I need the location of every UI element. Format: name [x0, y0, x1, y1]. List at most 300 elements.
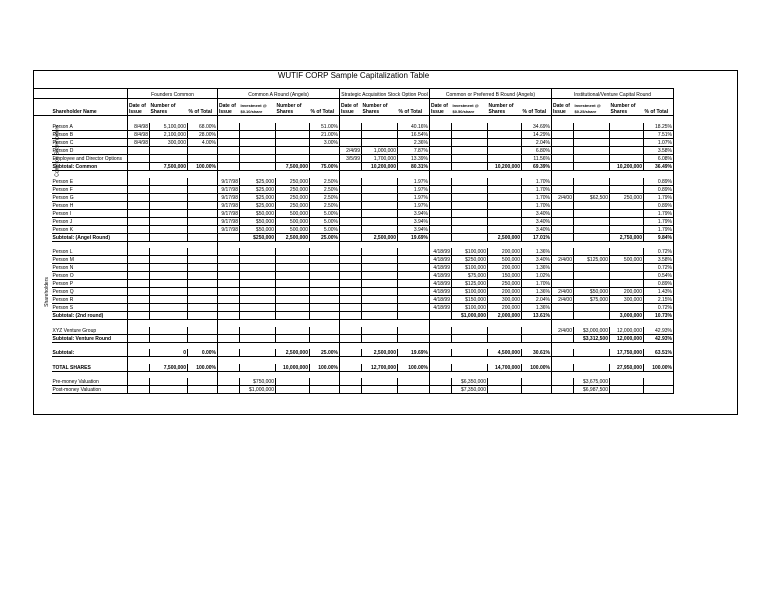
table-cell	[362, 264, 398, 272]
table-cell: $75,000	[574, 296, 610, 304]
table-cell	[430, 233, 452, 241]
table-cell	[452, 217, 488, 225]
table-row	[34, 327, 674, 335]
table-cell	[362, 304, 398, 312]
table-row	[34, 147, 674, 155]
table-cell: $6,350,000	[452, 378, 488, 386]
table-cell	[430, 217, 452, 225]
table-cell	[452, 131, 488, 139]
table-cell: 10.73%	[644, 312, 674, 320]
table-row	[34, 209, 674, 217]
table-cell: 4,500,000	[488, 349, 522, 357]
table-cell: 2/4/00	[552, 327, 574, 335]
table-cell	[340, 193, 362, 201]
col-pct-pool: % of Total	[398, 99, 430, 116]
table-cell	[340, 256, 362, 264]
table-cell	[452, 233, 488, 241]
table-cell	[218, 123, 240, 131]
table-cell: 2.36%	[398, 139, 430, 147]
table-cell: 21.00%	[310, 131, 340, 139]
table-cell	[218, 304, 240, 312]
col-date-founders: Date of Issue	[128, 99, 150, 116]
table-cell	[362, 280, 398, 288]
table-cell	[240, 139, 276, 147]
table-cell	[362, 334, 398, 342]
table-cell: 8/4/98	[128, 139, 150, 147]
table-cell	[452, 225, 488, 233]
table-cell	[430, 364, 452, 372]
table-cell	[340, 163, 362, 171]
table-cell	[362, 296, 398, 304]
table-cell	[188, 185, 218, 193]
table-cell	[362, 201, 398, 209]
table-cell	[340, 225, 362, 233]
table-cell: 300,000	[488, 296, 522, 304]
table-cell: 200,000	[488, 264, 522, 272]
table-cell	[362, 185, 398, 193]
table-cell	[188, 248, 218, 256]
table-cell: 500,000	[276, 217, 310, 225]
table-cell	[430, 225, 452, 233]
table-cell: 5.00%	[310, 217, 340, 225]
table-cell	[150, 304, 188, 312]
table-cell	[552, 312, 574, 320]
table-row	[34, 288, 674, 296]
table-cell	[574, 304, 610, 312]
table-cell	[398, 248, 430, 256]
table-cell: 250,000	[610, 193, 644, 201]
table-cell: 9/17/98	[218, 217, 240, 225]
table-cell: $150,000	[452, 296, 488, 304]
table-cell	[218, 288, 240, 296]
shareholder-name: Person O	[52, 272, 128, 280]
table-cell	[276, 304, 310, 312]
table-cell	[128, 378, 150, 386]
table-cell: 3.40%	[522, 209, 552, 217]
table-cell: 1,000,000	[362, 147, 398, 155]
table-row	[34, 233, 674, 241]
table-cell	[398, 386, 430, 394]
table-cell: 1.97%	[398, 193, 430, 201]
table-cell: 7.51%	[644, 131, 674, 139]
table-cell	[340, 217, 362, 225]
table-cell: $750,000	[240, 378, 276, 386]
col-shares-a: Number of Shares	[276, 99, 310, 116]
table-cell	[574, 185, 610, 193]
table-cell: 8/4/98	[128, 123, 150, 131]
table-cell	[218, 131, 240, 139]
table-row	[34, 296, 674, 304]
table-cell: 1.79%	[644, 209, 674, 217]
table-row	[34, 123, 674, 131]
table-cell	[188, 233, 218, 241]
table-cell: 2.04%	[522, 296, 552, 304]
table-cell	[218, 349, 240, 357]
table-cell: 3,000,000	[610, 312, 644, 320]
table-row	[34, 217, 674, 225]
table-cell: 12,700,000	[362, 364, 398, 372]
table-cell: $7,350,000	[452, 386, 488, 394]
table-cell	[240, 248, 276, 256]
table-cell	[188, 280, 218, 288]
table-cell	[150, 296, 188, 304]
table-cell: 17.01%	[522, 233, 552, 241]
shareholder-name: Person R	[52, 296, 128, 304]
table-cell	[150, 209, 188, 217]
table-cell	[218, 327, 240, 335]
table-cell	[240, 256, 276, 264]
table-cell	[310, 155, 340, 163]
table-cell: 100.00%	[188, 364, 218, 372]
table-cell	[240, 155, 276, 163]
table-cell	[552, 264, 574, 272]
table-cell	[340, 378, 362, 386]
table-cell	[552, 163, 574, 171]
table-cell	[150, 312, 188, 320]
table-cell	[398, 264, 430, 272]
table-cell: 250,000	[276, 201, 310, 209]
table-cell: $25,000	[240, 185, 276, 193]
table-cell: 100.00%	[644, 364, 674, 372]
table-cell	[340, 386, 362, 394]
table-cell	[610, 155, 644, 163]
table-cell	[574, 312, 610, 320]
table-cell: 69.39%	[522, 163, 552, 171]
table-cell	[452, 147, 488, 155]
table-cell	[552, 280, 574, 288]
table-cell	[574, 178, 610, 186]
table-cell	[340, 264, 362, 272]
shareholder-name: Person S	[52, 304, 128, 312]
table-cell	[150, 327, 188, 335]
cap-table-sheet	[33, 70, 674, 394]
table-cell	[310, 386, 340, 394]
table-cell: 10,200,000	[488, 163, 522, 171]
table-cell	[574, 217, 610, 225]
table-cell: 14.29%	[522, 131, 552, 139]
table-cell	[430, 327, 452, 335]
table-cell	[340, 280, 362, 288]
table-cell: 12,000,000	[610, 327, 644, 335]
table-cell	[430, 209, 452, 217]
table-cell	[362, 193, 398, 201]
table-cell	[430, 185, 452, 193]
table-cell	[610, 378, 644, 386]
table-row	[34, 163, 674, 171]
shareholder-name: Pre-money Valuation	[52, 378, 128, 386]
cap-table	[33, 70, 674, 394]
table-cell	[610, 386, 644, 394]
table-cell: 4.00%	[188, 139, 218, 147]
col-investment-a: Investment @ $0.10/share	[240, 99, 276, 116]
table-cell: $250,000	[452, 256, 488, 264]
table-cell	[362, 123, 398, 131]
table-cell	[188, 312, 218, 320]
table-cell: 3.94%	[398, 209, 430, 217]
table-cell: $50,000	[240, 225, 276, 233]
table-cell: 0.00%	[188, 349, 218, 357]
table-cell	[452, 193, 488, 201]
table-row	[34, 131, 674, 139]
table-cell	[552, 209, 574, 217]
table-cell	[452, 327, 488, 335]
table-cell	[488, 209, 522, 217]
table-cell	[150, 280, 188, 288]
table-cell	[150, 378, 188, 386]
table-cell	[398, 296, 430, 304]
table-cell: 1.79%	[644, 193, 674, 201]
table-cell	[128, 256, 150, 264]
table-cell	[276, 296, 310, 304]
table-cell: 40.16%	[398, 123, 430, 131]
table-cell: $3,000,000	[574, 327, 610, 335]
table-cell	[488, 185, 522, 193]
table-cell	[310, 327, 340, 335]
table-cell: 100.00%	[522, 364, 552, 372]
table-cell: 16.54%	[398, 131, 430, 139]
table-cell	[574, 163, 610, 171]
spacer-row	[34, 357, 674, 364]
table-cell: 4/18/99	[430, 288, 452, 296]
spacer-row	[34, 241, 674, 248]
table-cell: 0.89%	[644, 201, 674, 209]
table-cell	[128, 233, 150, 241]
table-row	[34, 334, 674, 342]
table-cell: 9.84%	[644, 233, 674, 241]
table-cell	[276, 386, 310, 394]
table-cell	[362, 248, 398, 256]
table-cell	[552, 378, 574, 386]
spacer-row	[34, 342, 674, 349]
side-label-common: Common Shareholders	[54, 124, 61, 177]
table-cell: 10,200,000	[610, 163, 644, 171]
table-cell	[218, 280, 240, 288]
shareholder-name: Person M	[52, 256, 128, 264]
table-cell	[340, 248, 362, 256]
table-cell: 17,750,000	[610, 349, 644, 357]
table-cell	[188, 147, 218, 155]
table-cell: 2.50%	[310, 193, 340, 201]
table-cell	[240, 131, 276, 139]
table-cell: 2.50%	[310, 201, 340, 209]
table-cell: $50,000	[240, 209, 276, 217]
table-cell	[552, 155, 574, 163]
table-row	[34, 155, 674, 163]
table-cell	[218, 139, 240, 147]
spacer-row	[34, 320, 674, 327]
table-cell	[128, 304, 150, 312]
table-cell	[644, 378, 674, 386]
table-cell	[188, 225, 218, 233]
table-cell	[552, 386, 574, 394]
table-cell: 500,000	[610, 256, 644, 264]
table-cell	[276, 256, 310, 264]
table-cell	[188, 217, 218, 225]
table-cell: 250,000	[276, 178, 310, 186]
shareholder-name: Person L	[52, 248, 128, 256]
table-cell	[430, 131, 452, 139]
table-cell	[218, 248, 240, 256]
table-cell	[188, 304, 218, 312]
table-cell	[488, 178, 522, 186]
shareholder-name: Person J	[52, 217, 128, 225]
table-cell	[240, 364, 276, 372]
table-cell	[610, 123, 644, 131]
table-cell: $100,000	[452, 248, 488, 256]
table-cell	[150, 248, 188, 256]
table-cell	[188, 378, 218, 386]
table-cell: 18.25%	[644, 123, 674, 131]
table-cell: 2.15%	[644, 296, 674, 304]
table-row	[34, 139, 674, 147]
table-cell: 1.70%	[522, 178, 552, 186]
shareholder-name: Subtotal: Common	[52, 163, 128, 171]
table-cell: 36.49%	[644, 163, 674, 171]
table-cell: 42.93%	[644, 334, 674, 342]
table-cell	[362, 288, 398, 296]
table-cell: 100.00%	[398, 364, 430, 372]
table-cell	[430, 334, 452, 342]
table-cell: 250,000	[488, 280, 522, 288]
table-cell	[240, 280, 276, 288]
table-cell	[522, 378, 552, 386]
table-cell: 9/17/98	[218, 193, 240, 201]
table-cell	[574, 248, 610, 256]
table-cell: 4/18/99	[430, 248, 452, 256]
table-cell: 7,500,000	[150, 364, 188, 372]
table-cell	[218, 272, 240, 280]
table-cell	[362, 139, 398, 147]
table-cell	[398, 327, 430, 335]
col-date-a: Date of Issue	[218, 99, 240, 116]
shareholder-name: Person D	[52, 147, 128, 155]
table-row	[34, 364, 674, 372]
table-cell	[452, 364, 488, 372]
table-cell: 2,500,000	[362, 349, 398, 357]
table-cell: 1.70%	[522, 193, 552, 201]
table-cell	[150, 217, 188, 225]
table-cell	[362, 209, 398, 217]
table-cell: 1.70%	[522, 280, 552, 288]
table-cell: 9/17/98	[218, 225, 240, 233]
table-cell	[340, 288, 362, 296]
table-cell: 68.00%	[188, 123, 218, 131]
table-cell: 1.97%	[398, 185, 430, 193]
table-cell	[610, 304, 644, 312]
col-pct-founders: % of Total	[188, 99, 218, 116]
table-cell	[362, 312, 398, 320]
table-cell: $100,000	[452, 288, 488, 296]
table-cell	[340, 139, 362, 147]
shareholder-name: Post-money Valuation	[52, 386, 128, 394]
table-cell	[340, 178, 362, 186]
table-cell	[240, 163, 276, 171]
table-cell	[240, 272, 276, 280]
table-cell: 1.97%	[398, 201, 430, 209]
table-cell	[430, 155, 452, 163]
table-cell	[522, 334, 552, 342]
table-cell	[488, 131, 522, 139]
table-row	[34, 386, 674, 394]
table-cell	[340, 327, 362, 335]
table-cell: 2,100,000	[150, 131, 188, 139]
col-date-b: Date of Issue	[430, 99, 452, 116]
table-cell	[430, 386, 452, 394]
table-cell: 3.40%	[522, 256, 552, 264]
table-cell	[452, 178, 488, 186]
table-cell	[218, 296, 240, 304]
table-cell	[310, 272, 340, 280]
table-cell: $50,000	[240, 217, 276, 225]
table-cell	[128, 155, 150, 163]
table-cell	[362, 378, 398, 386]
table-cell	[188, 264, 218, 272]
table-cell: 63.51%	[644, 349, 674, 357]
table-cell	[310, 264, 340, 272]
table-cell: 9/17/98	[218, 178, 240, 186]
table-cell: 3.40%	[522, 225, 552, 233]
table-cell	[218, 264, 240, 272]
table-cell	[310, 312, 340, 320]
table-cell: 27,950,000	[610, 364, 644, 372]
table-cell	[610, 147, 644, 155]
table-cell	[552, 349, 574, 357]
table-cell: 2/4/00	[552, 256, 574, 264]
table-cell	[276, 123, 310, 131]
table-cell	[240, 264, 276, 272]
table-cell: 1,700,000	[362, 155, 398, 163]
table-cell	[452, 185, 488, 193]
table-cell: 1.79%	[644, 225, 674, 233]
table-cell	[188, 334, 218, 342]
table-cell	[240, 296, 276, 304]
table-cell: 3/5/99	[340, 155, 362, 163]
table-cell	[488, 201, 522, 209]
table-cell	[488, 225, 522, 233]
table-cell	[430, 378, 452, 386]
col-investment-b: Investment @ $0.50/share	[452, 99, 488, 116]
table-cell: 4/18/99	[430, 256, 452, 264]
table-cell: 500,000	[488, 256, 522, 264]
table-cell	[452, 155, 488, 163]
table-cell: 14,700,000	[488, 364, 522, 372]
col-date-pool: Date of Issue	[340, 99, 362, 116]
table-cell: 2.50%	[310, 185, 340, 193]
table-cell	[218, 364, 240, 372]
table-cell: $6,987,500	[574, 386, 610, 394]
table-cell	[276, 147, 310, 155]
table-cell	[128, 364, 150, 372]
table-cell: 5.00%	[310, 209, 340, 217]
col-investment-vc: Investment @ $0.25/share	[574, 99, 610, 116]
table-cell: 28.00%	[188, 131, 218, 139]
shareholder-name: TOTAL SHARES	[52, 364, 128, 372]
table-cell	[574, 139, 610, 147]
table-cell	[218, 378, 240, 386]
table-cell: 0	[150, 349, 188, 357]
table-cell: $125,000	[574, 256, 610, 264]
table-cell: 75.00%	[310, 163, 340, 171]
table-cell	[128, 201, 150, 209]
table-cell: 4/18/99	[430, 272, 452, 280]
shareholder-name: Person C	[52, 139, 128, 147]
table-cell	[128, 288, 150, 296]
table-cell	[150, 178, 188, 186]
table-cell: 1.36%	[522, 248, 552, 256]
table-row	[34, 193, 674, 201]
table-row	[34, 185, 674, 193]
table-cell	[610, 209, 644, 217]
